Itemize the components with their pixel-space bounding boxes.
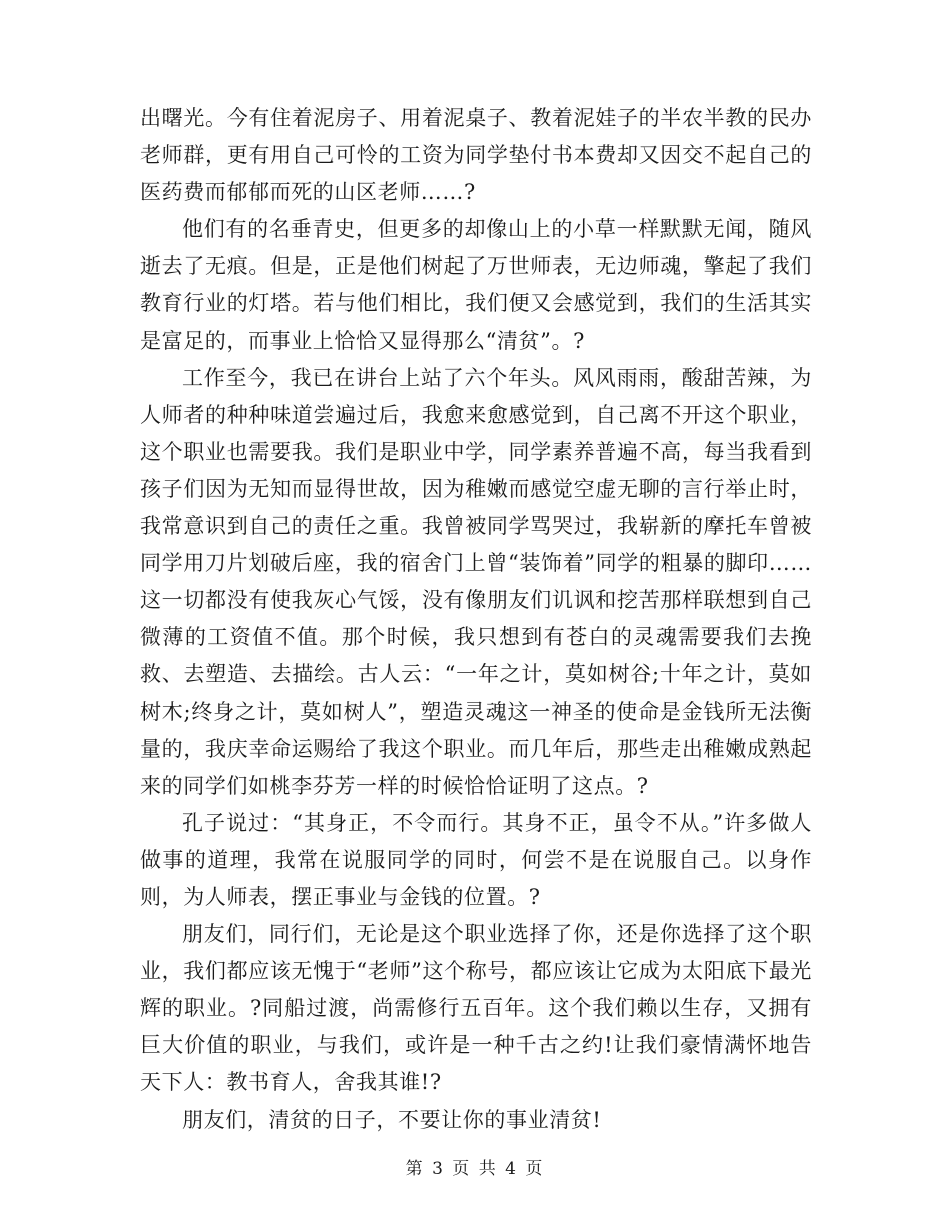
paragraph: 他们有的名垂青史，但更多的却像山上的小草一样默默无闻，随风逝去了无痕。但是，正是他们树起了万世师表，无边师魂，擎起了我们教育行业的灯塔。若与他们相比，我们便又会感觉到，我们的生活其实是富足的，而事业上恰恰又显得那么“清贫”。? xyxy=(140,217,812,353)
paragraph-continued: 出曙光。今有住着泥房子、用着泥桌子、教着泥娃子的半农半教的民办老师群，更有用自己可怜的工资为同学垫付书本费却又因交不起自己的医药费而郁郁而死的山区老师……? xyxy=(140,106,812,205)
paragraph: 孔子说过：“其身正，不令而行。其身不正，虽令不从。”许多做人做事的道理，我常在说服同学的同时，何尝不是在说服自己。以身作则，为人师表，摆正事业与金钱的位置。? xyxy=(140,810,812,909)
body-text xyxy=(140,100,812,1139)
page-number-footer: 第 3 页 共 4 页 xyxy=(405,1159,545,1179)
paragraph: 朋友们，清贫的日子，不要让你的事业清贫! xyxy=(182,1107,602,1132)
paragraph: 工作至今，我已在讲台上站了六个年头。风风雨雨，酸甜苦辣，为人师者的种种味道尝遍过后，我愈来愈感觉到，自己离不开这个职业，这个职业也需要我。我们是职业中学，同学素养普遍不高，每当我看到孩子们因为无知而显得世故，因为稚嫩而感觉空虚无聊的言行举止时，我常意识到自己的责任之重。我曾被同学骂哭过，我崭新的摩托车曾被同学用刀片划破后座，我的宿舍门上曾“装饰着”同学的粗暴的脚印……这一切都没有使我灰心气馁，没有像朋友们讥讽和挖苦那样联想到自己微薄的工资值不值。那个时候，我只想到有苍白的灵魂需要我们去挽救、去塑造、去描绘。古人云：“一年之计，莫如树谷;十年之计，莫如树木;终身之计，莫如树人”，塑造灵魂这一神圣的使命是金钱所无法衡量的，我庆幸命运赐给了我这个职业。而几年后，那些走出稚嫩成熟起来的同学们如桃李芬芳一样的时候恰恰证明了这点。? xyxy=(140,365,812,798)
paragraph: 朋友们，同行们，无论是这个职业选择了你，还是你选择了这个职业，我们都应该无愧于“老师”这个称号，都应该让它成为太阳底下最光辉的职业。?同船过渡，尚需修行五百年。这个我们赖以生存，又拥有巨大价值的职业，与我们，或许是一种千古之约!让我们豪情满怀地告天下人：教书育人，舍我其谁!? xyxy=(140,922,812,1095)
